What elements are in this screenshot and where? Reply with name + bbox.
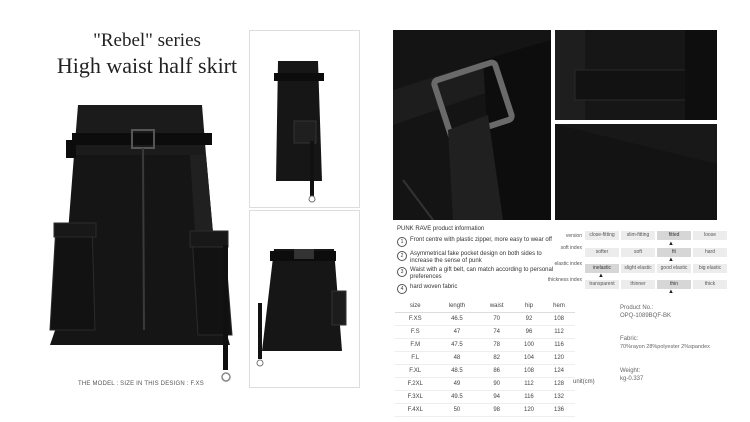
size-table-header: [395, 300, 575, 313]
cell: 124: [543, 365, 575, 378]
unit-label: unit(cm): [573, 379, 595, 385]
index-option-selected: inelastic: [585, 264, 619, 273]
feature-1: [397, 237, 562, 247]
cell: 96: [515, 326, 543, 339]
index-label-version: version: [565, 233, 582, 239]
side-view-thumbnail[interactable]: [249, 30, 360, 208]
index-row-thickness: [585, 280, 727, 289]
index-marker-icon: ▲: [668, 257, 674, 263]
title-product: High waist half skirt: [56, 53, 238, 78]
cell: F.4XL: [395, 404, 436, 417]
cell: 49: [436, 378, 479, 391]
index-option: softer: [585, 248, 619, 257]
cell: 46.5: [436, 313, 479, 326]
cell: 112: [543, 326, 575, 339]
index-option: thick: [693, 280, 727, 289]
feature-number: 1: [397, 237, 407, 247]
fabric-detail-photo[interactable]: [555, 124, 717, 220]
index-label-soft: soft index: [560, 245, 582, 251]
index-row-version: [585, 231, 727, 240]
index-marker-icon: ▲: [668, 289, 674, 295]
index-option: transparent: [585, 280, 619, 289]
index-option: hard: [693, 248, 727, 257]
cell: 47: [436, 326, 479, 339]
table-row: [395, 326, 575, 339]
table-row: [395, 352, 575, 365]
cell: 98: [478, 404, 515, 417]
feature-text: Front centre with plastic zipper, more easy to wear off: [410, 237, 552, 243]
cell: 82: [478, 352, 515, 365]
cell: F.2XL: [395, 378, 436, 391]
cell: F.3XL: [395, 391, 436, 404]
feature-text: hard woven fabric: [410, 284, 458, 290]
fabric-label: Fabric:: [620, 336, 639, 342]
cell: 120: [543, 352, 575, 365]
cell: F.M: [395, 339, 436, 352]
table-row: [395, 313, 575, 326]
cell: 48.5: [436, 365, 479, 378]
weight-value: kg-0.337: [620, 376, 644, 382]
cell: 112: [515, 378, 543, 391]
cell: F.S: [395, 326, 436, 339]
cell: 48: [436, 352, 479, 365]
model-size-note: THE MODEL : SIZE IN THIS DESIGN : F.XS: [78, 381, 204, 387]
index-option: soft: [621, 248, 655, 257]
index-option: thinner: [621, 280, 655, 289]
table-row: [395, 339, 575, 352]
cell: 86: [478, 365, 515, 378]
cell: 50: [436, 404, 479, 417]
back-view-skirt-icon: [250, 211, 359, 387]
cell: 47.5: [436, 339, 479, 352]
cell: 116: [515, 391, 543, 404]
cell: 94: [478, 391, 515, 404]
buckle-detail-icon: [393, 30, 551, 220]
cell: 108: [515, 365, 543, 378]
cell: 136: [543, 404, 575, 417]
cell: 100: [515, 339, 543, 352]
size-table: [395, 300, 575, 417]
product-title: [52, 28, 242, 78]
cell: 104: [515, 352, 543, 365]
col-size: size: [395, 300, 436, 313]
cell: 70: [478, 313, 515, 326]
product-no-label: Product No.:: [620, 305, 654, 311]
cell: 90: [478, 378, 515, 391]
title-series: "Rebel" series: [93, 30, 201, 51]
table-row: [395, 378, 575, 391]
cell: 132: [543, 391, 575, 404]
table-row: [395, 391, 575, 404]
index-label-elastic: elastic index: [554, 261, 582, 267]
index-row-elastic: [585, 264, 727, 273]
index-option: close-fitting: [585, 231, 619, 240]
back-view-thumbnail[interactable]: [249, 210, 360, 388]
cell: 92: [515, 313, 543, 326]
cell: 120: [515, 404, 543, 417]
index-option: loose: [693, 231, 727, 240]
pocket-detail-icon: [555, 30, 717, 120]
index-option: big elastic: [693, 264, 727, 273]
feature-number: 4: [397, 284, 407, 294]
index-option-selected: thin: [657, 280, 691, 289]
buckle-detail-photo[interactable]: [393, 30, 551, 220]
product-no-value: OPQ-1089BQF-BK: [620, 313, 672, 319]
pocket-detail-photo[interactable]: [555, 30, 717, 120]
cell: 74: [478, 326, 515, 339]
main-skirt-image[interactable]: [40, 95, 255, 390]
index-option: slim-fitting: [621, 231, 655, 240]
index-option: slight elastic: [621, 264, 655, 273]
feature-4: [397, 284, 562, 294]
col-hip: hip: [515, 300, 543, 313]
cell: 116: [543, 339, 575, 352]
col-waist: waist: [478, 300, 515, 313]
cell: 108: [543, 313, 575, 326]
index-option: good elastic: [657, 264, 691, 273]
index-option-selected: fit: [657, 248, 691, 257]
cell: F.L: [395, 352, 436, 365]
index-label-thickness: thickness index: [547, 277, 582, 283]
index-row-soft: [585, 248, 727, 257]
index-marker-icon: ▲: [668, 241, 674, 247]
feature-text: Waist with a gift belt, can match according to personal preferences: [410, 267, 554, 280]
product-info-heading: PUNK RAVE product information: [397, 226, 485, 232]
table-row: [395, 404, 575, 417]
feature-text: Asymmetrical fake pocket design on both sides to increase the sense of punk: [410, 251, 542, 264]
cell: F.XS: [395, 313, 436, 326]
fabric-detail-icon: [555, 124, 717, 220]
table-row: [395, 365, 575, 378]
index-marker-icon: ▲: [598, 273, 604, 279]
cell: 49.5: [436, 391, 479, 404]
side-view-skirt-icon: [250, 31, 359, 207]
fabric-value: 70%rayon 28%polyester 2%spandex: [620, 344, 710, 350]
feature-2: [397, 251, 562, 265]
col-length: length: [436, 300, 479, 313]
cell: 128: [543, 378, 575, 391]
cell: 78: [478, 339, 515, 352]
feature-3: [397, 267, 562, 281]
feature-number: 2: [397, 251, 407, 261]
cell: F.XL: [395, 365, 436, 378]
weight-label: Weight:: [620, 368, 641, 374]
col-hem: hem: [543, 300, 575, 313]
index-option-selected: fitted: [657, 231, 691, 240]
feature-number: 3: [397, 267, 407, 277]
